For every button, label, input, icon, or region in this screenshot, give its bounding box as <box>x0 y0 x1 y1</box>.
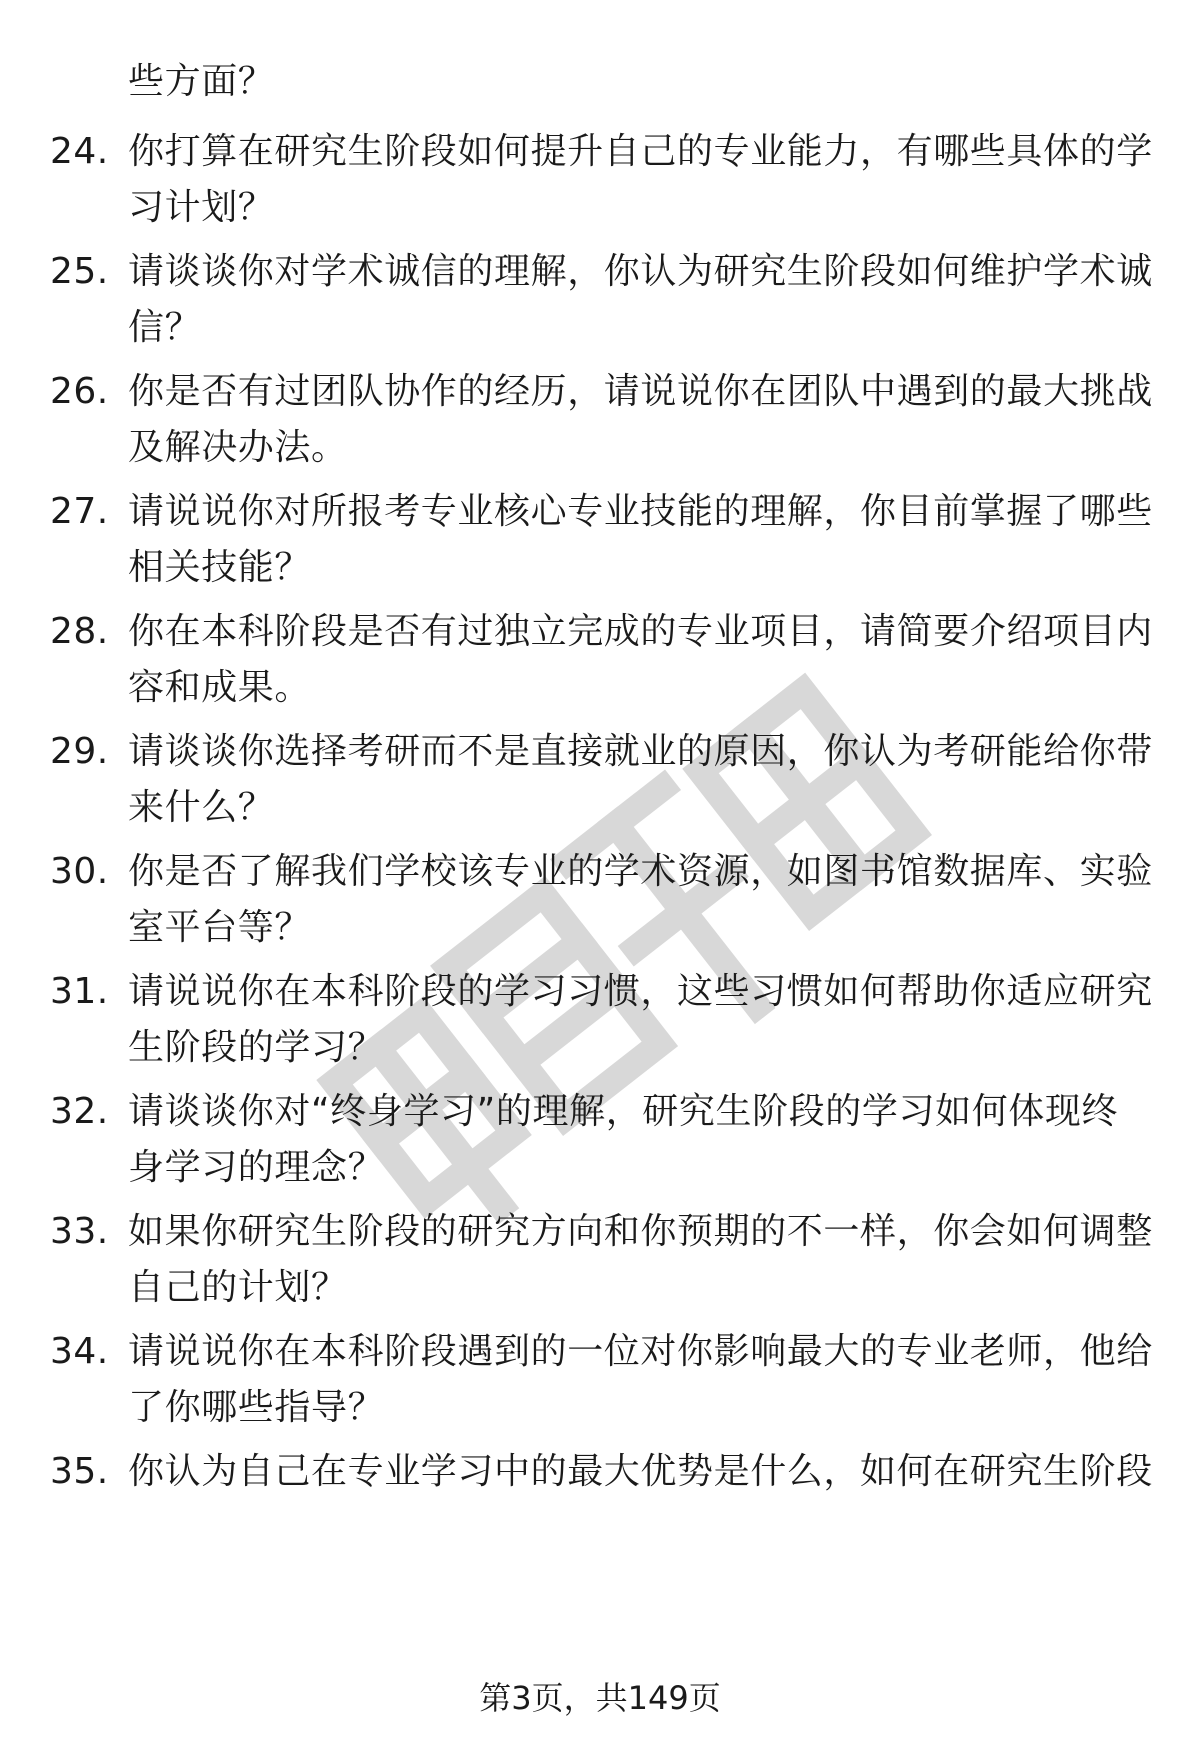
question-text <box>128 968 1153 1080</box>
question-line: 了你哪些指导？ <box>128 1387 385 1428</box>
question-line: 你是否了解我们学校该专业的学术资源，如图书馆数据库、实验 <box>128 851 1153 892</box>
question-number: 33. <box>50 1211 109 1252</box>
question-number: 31. <box>50 971 109 1012</box>
question-number: 30. <box>50 851 109 892</box>
question-line: 请谈谈你对“终身学习”的理解，研究生阶段的学习如何体现终 <box>128 1091 1119 1132</box>
question-line: 生阶段的学习？ <box>128 1027 385 1068</box>
question-line: 身学习的理念？ <box>128 1147 385 1188</box>
question-text <box>128 728 1153 840</box>
question-number: 27. <box>50 491 109 532</box>
question-line: 请谈谈你对学术诚信的理解，你认为研究生阶段如何维护学术诚 <box>128 251 1153 292</box>
question-text <box>128 1328 1153 1440</box>
question-line: 来什么？ <box>128 787 275 828</box>
page-footer <box>0 1676 1200 1720</box>
question-number: 28. <box>50 611 109 652</box>
question-line: 你是否有过团队协作的经历，请说说你在团队中遇到的最大挑战 <box>128 371 1153 412</box>
page-number-label: 第3页，共149页 <box>479 1679 721 1717</box>
question-text <box>128 848 1153 960</box>
question-text <box>128 368 1153 480</box>
question-number: 25. <box>50 251 109 292</box>
question-line: 自己的计划？ <box>128 1267 348 1308</box>
question-number: 24. <box>50 131 109 172</box>
question-number: 35. <box>50 1451 109 1492</box>
question-line: 室平台等？ <box>128 907 312 948</box>
question-line: 习计划？ <box>128 187 275 228</box>
question-line: 你在本科阶段是否有过独立完成的专业项目，请简要介绍项目内 <box>128 611 1153 652</box>
question-text <box>128 1088 1138 1200</box>
continuation-text <box>128 58 1138 114</box>
question-text <box>128 1448 1153 1504</box>
question-text <box>128 128 1153 240</box>
question-text <box>128 248 1153 360</box>
question-line: 你打算在研究生阶段如何提升自己的专业能力，有哪些具体的学 <box>128 131 1153 172</box>
question-line: 信？ <box>128 307 202 348</box>
question-line: 请说说你在本科阶段遇到的一位对你影响最大的专业老师，他给 <box>128 1331 1153 1372</box>
question-line: 你认为自己在专业学习中的最大优势是什么，如何在研究生阶段 <box>128 1451 1153 1492</box>
question-number: 32. <box>50 1091 109 1132</box>
question-line: 相关技能？ <box>128 547 312 588</box>
question-line: 请谈谈你选择考研而不是直接就业的原因，你认为考研能给你带 <box>128 731 1153 772</box>
question-text <box>128 1208 1153 1320</box>
question-line: 容和成果。 <box>128 667 312 708</box>
question-line: 请说说你在本科阶段的学习习惯，这些习惯如何帮助你适应研究 <box>128 971 1153 1012</box>
question-text <box>128 488 1153 600</box>
question-number: 29. <box>50 731 109 772</box>
question-line: 请说说你对所报考专业核心专业技能的理解，你目前掌握了哪些 <box>128 491 1153 532</box>
question-number: 26. <box>50 371 109 412</box>
question-line: 些方面？ <box>128 61 275 102</box>
question-line: 如果你研究生阶段的研究方向和你预期的不一样，你会如何调整 <box>128 1211 1153 1252</box>
question-text <box>128 608 1153 720</box>
question-line: 及解决办法。 <box>128 427 348 468</box>
question-number: 34. <box>50 1331 109 1372</box>
